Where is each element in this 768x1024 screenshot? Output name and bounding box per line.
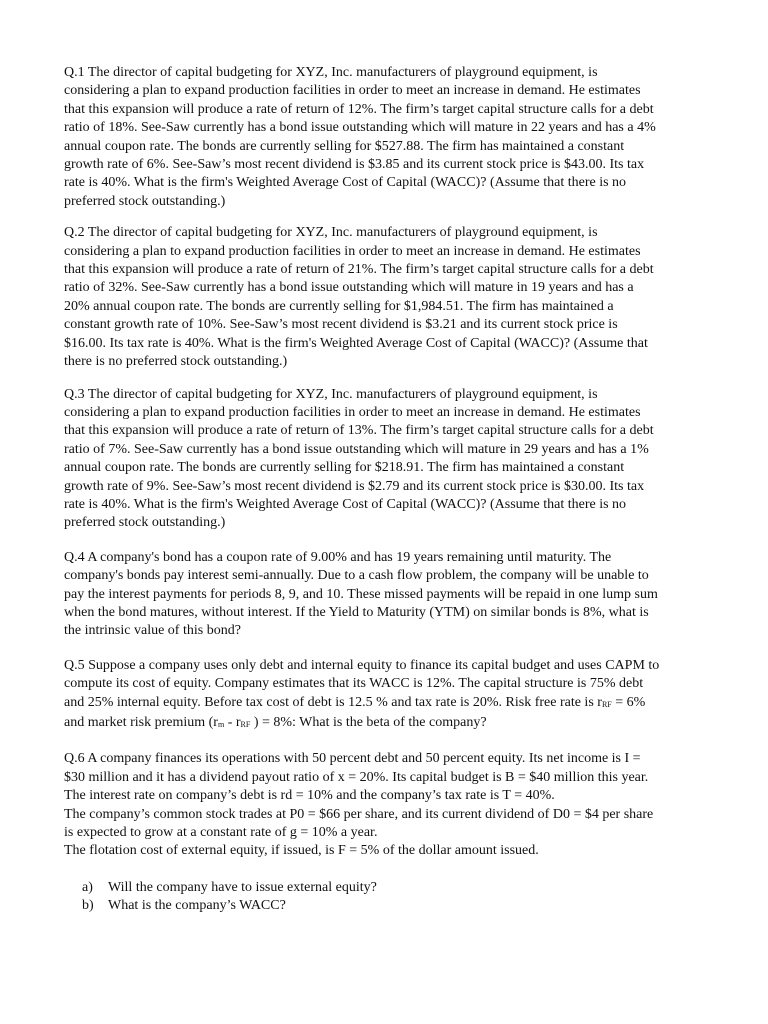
text-line: annual coupon rate. The bonds are currently selling for $527.88. The firm has maintained a constant bbox=[64, 138, 625, 154]
text-line: ratio of 7%. See-Saw currently has a bond issue outstanding which will mature in 29 years and has a 1% bbox=[64, 441, 649, 457]
text-line: the intrinsic value of this bond? bbox=[64, 623, 241, 639]
text-line: pay the interest payments for periods 8, 9, and 10. These missed payments will be repaid in one lump sum bbox=[64, 586, 658, 602]
text-line: is expected to grow at a constant rate of g = 10% a year. bbox=[64, 825, 378, 841]
text-line: constant growth rate of 10%. See-Saw’s most recent dividend is $3.21 and its current stock price is bbox=[64, 317, 618, 333]
text-line: 20% annual coupon rate. The bonds are currently selling for $1,984.51. The firm has maintained a bbox=[64, 298, 614, 314]
text-line: The interest rate on company’s debt is rd = 10% and the company’s tax rate is T = 40%. bbox=[64, 788, 555, 804]
text-line: there is no preferred stock outstanding.) bbox=[64, 354, 288, 370]
list-item-text: What is the company’s WACC? bbox=[108, 898, 286, 914]
text-fragment: ) = 8%: What is the beta of the company? bbox=[250, 715, 487, 730]
text-line: considering a plan to expand production facilities in order to meet an increase in demand. He estimates bbox=[64, 404, 641, 420]
text-line: preferred stock outstanding.) bbox=[64, 515, 226, 531]
text-line: company's bonds pay interest semi-annually. Due to a cash flow problem, the company will be unable to bbox=[64, 568, 649, 584]
question-6 bbox=[64, 750, 710, 860]
text-line: compute its cost of equity. Company estimates that its WACC is 12%. The capital structure is 75% debt bbox=[64, 676, 644, 692]
text-line: considering a plan to expand production facilities in order to meet an increase in demand. He estimates bbox=[64, 243, 641, 259]
text-line: Q.5 Suppose a company uses only debt and internal equity to finance its capital budget and uses CAPM to bbox=[64, 657, 660, 673]
list-item bbox=[82, 879, 710, 897]
text-fragment: - r bbox=[224, 715, 241, 730]
text-fragment: and market risk premium (r bbox=[64, 715, 218, 730]
subscript-rf: RF bbox=[240, 720, 251, 729]
text-line: ratio of 32%. See-Saw currently has a bond issue outstanding which will mature in 19 years and has a bbox=[64, 280, 634, 296]
text-line: rate is 40%. What is the firm's Weighted Average Cost of Capital (WACC)? (Assume that there is no bbox=[64, 175, 627, 191]
list-marker: a) bbox=[82, 879, 93, 895]
question-3 bbox=[64, 386, 710, 533]
text-line bbox=[64, 694, 710, 714]
text-line: growth rate of 6%. See-Saw’s most recent dividend is $3.85 and its current stock price is $43.00. Its tax bbox=[64, 157, 645, 173]
question-4 bbox=[64, 549, 710, 641]
text-line: rate is 40%. What is the firm's Weighted Average Cost of Capital (WACC)? (Assume that there is no bbox=[64, 496, 627, 512]
text-line: $30 million and it has a dividend payout ratio of x = 20%. Its capital budget is B = $40 million this year. bbox=[64, 769, 649, 785]
text-line: that this expansion will produce a rate of return of 12%. The firm’s target capital structure calls for a debt bbox=[64, 101, 654, 117]
text-line: The company’s common stock trades at P0 = $66 per share, and its current dividend of D0 = $4 per share bbox=[64, 806, 654, 822]
question-2 bbox=[64, 224, 710, 371]
text-line: that this expansion will produce a rate of return of 21%. The firm’s target capital structure calls for a debt bbox=[64, 262, 654, 278]
text-fragment: = 6% bbox=[611, 694, 646, 710]
sub-question-list bbox=[82, 879, 710, 916]
text-line bbox=[64, 714, 710, 734]
text-line: $16.00. Its tax rate is 40%. What is the firm's Weighted Average Cost of Capital (WACC)? (Assume that bbox=[64, 335, 648, 351]
question-5 bbox=[64, 657, 710, 735]
list-marker: b) bbox=[82, 898, 94, 914]
text-line: growth rate of 9%. See-Saw’s most recent dividend is $2.79 and its current stock price is $30.00. Its tax bbox=[64, 478, 645, 494]
text-line: Q.2 The director of capital budgeting for XYZ, Inc. manufacturers of playground equipment, is bbox=[64, 225, 598, 241]
text-line: Q.3 The director of capital budgeting for XYZ, Inc. manufacturers of playground equipment, is bbox=[64, 386, 598, 402]
text-line: Q.1 The director of capital budgeting for XYZ, Inc. manufacturers of playground equipment, is bbox=[64, 65, 598, 80]
question-1 bbox=[64, 64, 710, 211]
text-line: ratio of 18%. See-Saw currently has a bond issue outstanding which will mature in 22 years and has a 4% bbox=[64, 120, 656, 136]
text-line: considering a plan to expand production facilities in order to meet an increase in demand. He estimates bbox=[64, 83, 641, 99]
text-line: that this expansion will produce a rate of return of 13%. The firm’s target capital structure calls for a debt bbox=[64, 423, 654, 439]
subscript-rf: RF bbox=[601, 699, 612, 709]
text-line: Q.6 A company finances its operations with 50 percent debt and 50 percent equity. Its net income is I = bbox=[64, 751, 641, 767]
subscript-m: m bbox=[217, 720, 225, 729]
text-line: annual coupon rate. The bonds are currently selling for $218.91. The firm has maintained a constant bbox=[64, 460, 625, 476]
text-line: preferred stock outstanding.) bbox=[64, 193, 226, 209]
text-line: Q.4 A company's bond has a coupon rate of 9.00% and has 19 years remaining until maturity. The bbox=[64, 549, 612, 565]
text-line: when the bond matures, without interest. If the Yield to Maturity (YTM) on similar bonds is 8%, what is bbox=[64, 604, 649, 620]
list-item bbox=[82, 897, 710, 915]
text-line: The flotation cost of external equity, if issued, is F = 5% of the dollar amount issued. bbox=[64, 843, 539, 859]
text-fragment: and 25% internal equity. Before tax cost of debt is 12.5 % and tax rate is 20%. Risk free rate is r bbox=[64, 694, 602, 710]
list-item-text: Will the company have to issue external equity? bbox=[108, 879, 377, 895]
